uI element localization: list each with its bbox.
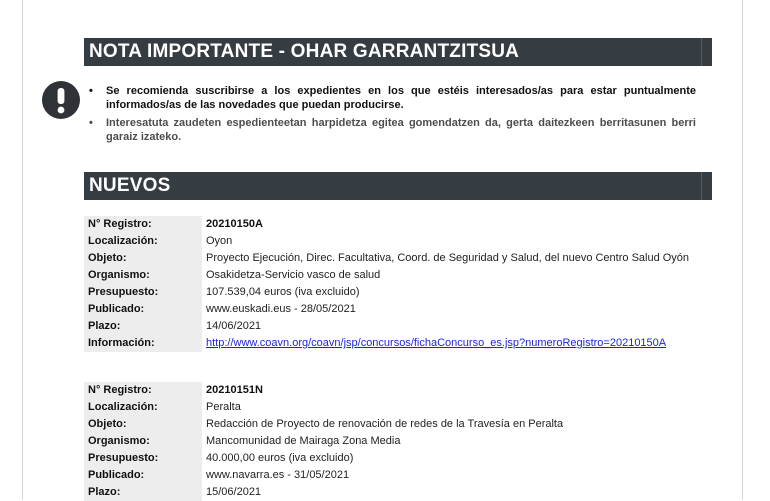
note-text: Se recomienda suscribirse a los expedientes en los que estéis interesados/as para estar puntualmente informados/as de las novedades que puedan producirse.: [106, 85, 696, 111]
note-spanish: [89, 84, 696, 112]
nota-importante-header: [84, 38, 712, 66]
value-objeto: Proyecto Ejecución, Direc. Facultativa, Coord. de Seguridad y Salud, del nuevo Centro Salud Oyón: [206, 252, 690, 264]
value-localizacion: Peralta: [206, 401, 241, 413]
record: [84, 216, 712, 352]
value-organismo: Mancomunidad de Mairaga Zona Media: [206, 435, 401, 447]
nota-notes: [89, 84, 696, 144]
value-publicado: www.navarra.es - 31/05/2021: [206, 469, 350, 481]
record-row-objeto: [84, 416, 712, 433]
value-objeto: Redacción de Proyecto de renovación de redes de la Travesía en Peralta: [206, 418, 564, 430]
header-cap: [701, 38, 712, 66]
label-presupuesto: Presupuesto:: [84, 450, 202, 467]
label-objeto: Objeto:: [84, 416, 202, 433]
exclamation-icon: [42, 81, 80, 119]
label-informacion: Información:: [84, 335, 202, 352]
value-publicado: www.euskadi.eus - 28/05/2021: [206, 303, 356, 315]
page-border-right: [742, 0, 743, 500]
record-row-informacion: [84, 335, 712, 352]
value-localizacion: Oyon: [206, 235, 233, 247]
record-row-plazo: [84, 484, 712, 501]
record-row-localizacion: [84, 233, 712, 250]
value-plazo: 14/06/2021: [206, 320, 262, 332]
note-text: Interesatuta zaudeten espedienteetan harpidetza egitea gomendatzen da, gerta daitezkeen berritasunen berri garaiz izateko.: [106, 117, 696, 143]
label-organismo: Organismo:: [84, 433, 202, 450]
label-registro: N° Registro:: [84, 216, 202, 233]
value-informacion: [202, 335, 712, 352]
label-localizacion: Localización:: [84, 399, 202, 416]
record-row-organismo: [84, 433, 712, 450]
nuevos-title: NUEVOS: [89, 175, 171, 196]
record-row-objeto: [84, 250, 712, 267]
informacion-link[interactable]: http://www.coavn.org/coavn/jsp/concursos/fichaConcurso_es.jsp?numeroRegistro=20210150A: [206, 337, 667, 349]
record-row-publicado: [84, 467, 712, 484]
label-publicado: Publicado:: [84, 467, 202, 484]
value-presupuesto: 40.000,00 euros (iva excluido): [206, 452, 354, 464]
record-row-presupuesto: [84, 450, 712, 467]
value-registro: 20210150A: [206, 218, 263, 230]
record-row-registro: [84, 216, 712, 233]
record-row-presupuesto: [84, 284, 712, 301]
record-row-localizacion: [84, 399, 712, 416]
label-plazo: Plazo:: [84, 484, 202, 501]
label-objeto: Objeto:: [84, 250, 202, 267]
label-registro: N° Registro:: [84, 382, 202, 399]
value-registro: 20210151N: [206, 384, 263, 396]
value-organismo: Osakidetza-Servicio vasco de salud: [206, 269, 381, 281]
nuevos-header: [84, 172, 712, 200]
record-row-registro: [84, 382, 712, 399]
label-publicado: Publicado:: [84, 301, 202, 318]
record-row-organismo: [84, 267, 712, 284]
label-localizacion: Localización:: [84, 233, 202, 250]
note-basque: [89, 116, 696, 144]
bullet: •: [89, 117, 93, 129]
label-presupuesto: Presupuesto:: [84, 284, 202, 301]
label-organismo: Organismo:: [84, 267, 202, 284]
record: [84, 382, 712, 501]
record-row-plazo: [84, 318, 712, 335]
page-border-left: [22, 0, 23, 500]
value-plazo: 15/06/2021: [206, 486, 262, 498]
nota-importante-title: NOTA IMPORTANTE - OHAR GARRANTZITSUA: [89, 41, 520, 62]
record-row-publicado: [84, 301, 712, 318]
label-plazo: Plazo:: [84, 318, 202, 335]
value-presupuesto: 107.539,04 euros (iva excluido): [206, 286, 360, 298]
header-cap: [701, 172, 712, 200]
bullet: •: [89, 85, 93, 97]
